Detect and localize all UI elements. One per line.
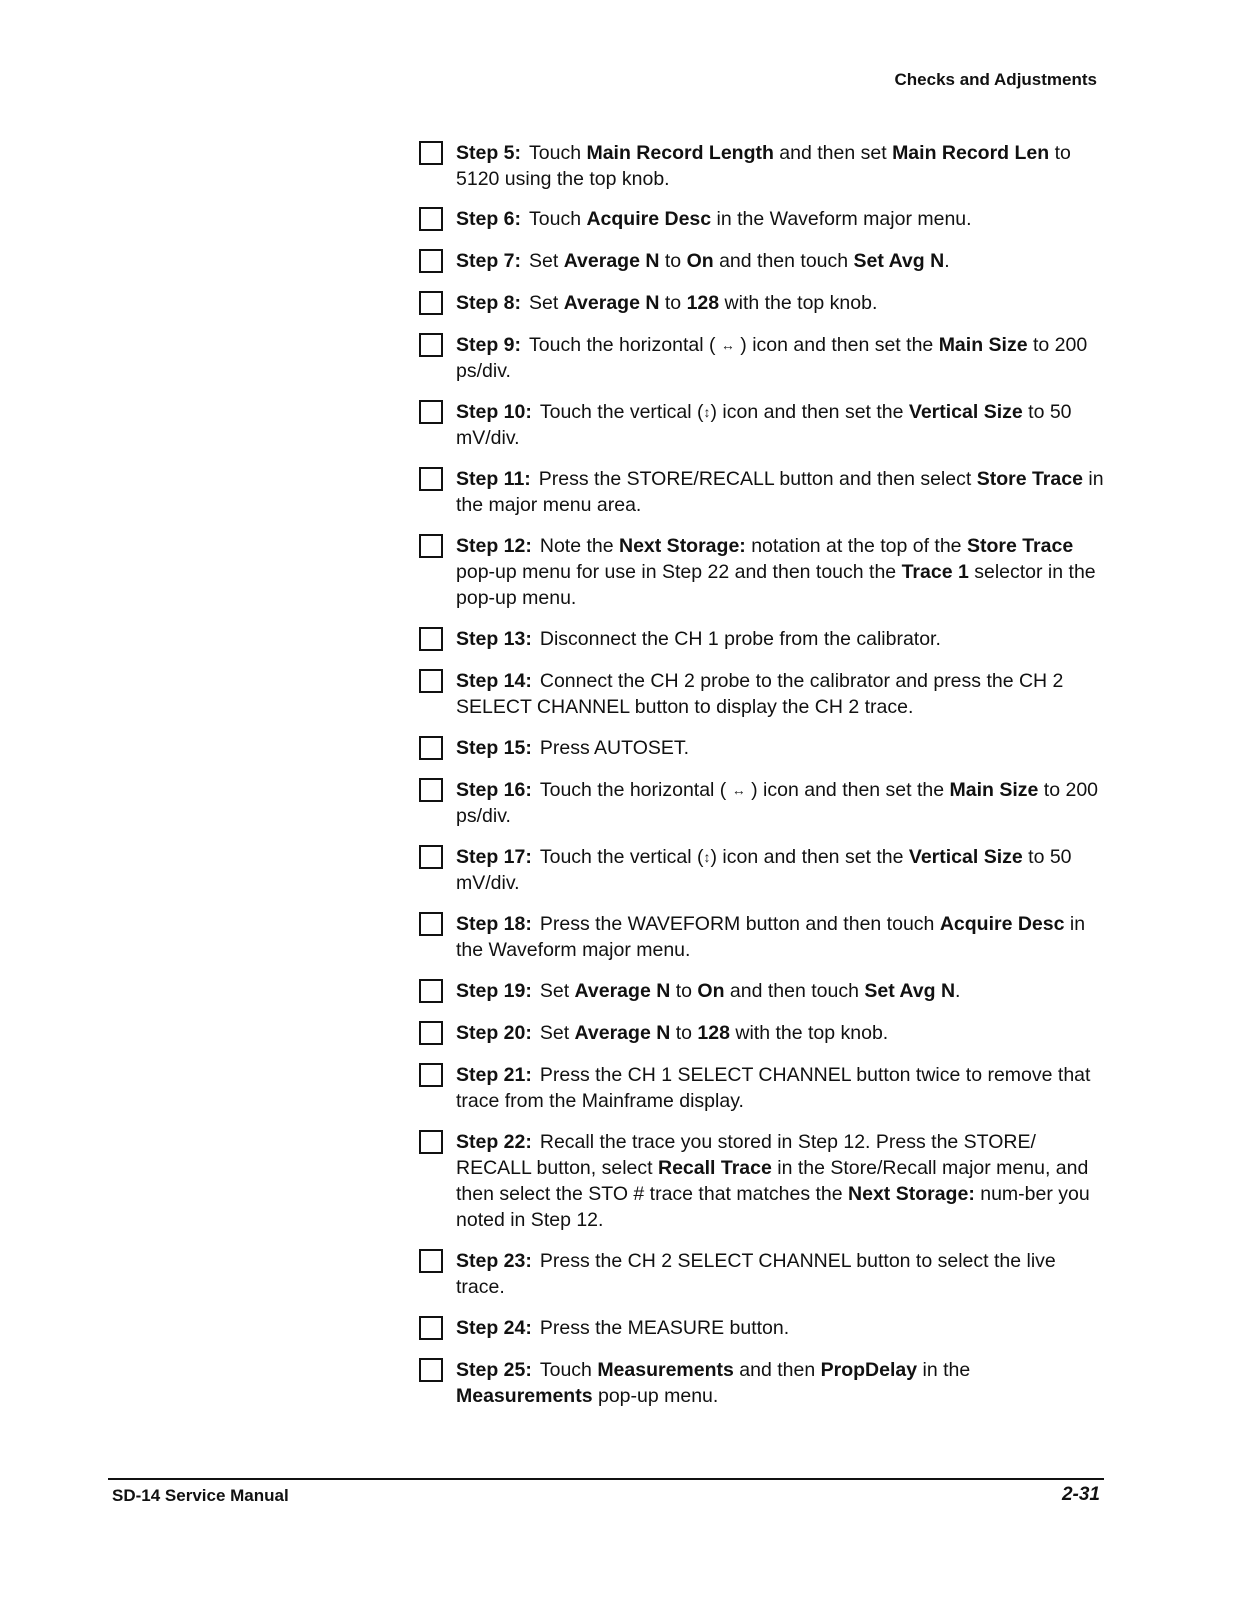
step-term: Main Size — [938, 334, 1028, 356]
step-text: Press the WAVEFORM button and then touch — [539, 913, 940, 935]
step-item-step-21 — [418, 1062, 1108, 1114]
step-term: Average N — [574, 1022, 671, 1044]
step-text: in the Store/Recall major menu, and then select the STO # trace that matches the — [456, 1157, 1089, 1205]
step-item-step-11 — [418, 466, 1108, 518]
step-label: Step 15: — [456, 737, 532, 759]
step-text: Set — [539, 1022, 575, 1044]
step-label: Step 18: — [456, 913, 532, 935]
step-term: Set Avg N — [853, 250, 945, 272]
step-label: Step 11: — [456, 468, 531, 490]
step-checkbox[interactable] — [419, 141, 443, 165]
step-text: in the Waveform major menu. — [456, 913, 1086, 961]
step-label: Step 7: — [456, 250, 522, 272]
step-item-step-22 — [418, 1129, 1108, 1233]
step-term: Acquire Desc — [939, 913, 1065, 935]
step-checkbox[interactable] — [419, 400, 443, 424]
step-item-step-17 — [418, 844, 1108, 896]
step-label: Step 22: — [456, 1131, 532, 1153]
step-text: Connect the CH 2 probe to the calibrator and press the CH 2 SELECT CHANNEL button to display the CH 2 trace. — [456, 670, 1064, 718]
step-term: Main Record Length — [586, 142, 774, 164]
step-term: PropDelay — [820, 1359, 918, 1381]
step-text: Note the — [539, 535, 619, 557]
step-term: Average N — [563, 250, 660, 272]
step-text: and then — [733, 1359, 821, 1381]
step-text: ) icon and then set the — [710, 846, 909, 868]
step-term: 128 — [686, 292, 720, 314]
vertical-arrow-icon: ↕ — [703, 849, 711, 865]
step-text: with the top knob. — [729, 1022, 889, 1044]
step-term: Average N — [563, 292, 660, 314]
step-label: Step 23: — [456, 1250, 532, 1272]
step-text: notation at the top of the — [745, 535, 967, 557]
step-text: Press AUTOSET. — [539, 737, 690, 759]
step-text: in the — [917, 1359, 971, 1381]
step-checkbox[interactable] — [419, 912, 443, 936]
step-term: Next Storage: — [848, 1183, 975, 1205]
step-text: pop-up menu for use in Step 22 and then touch the — [456, 561, 902, 583]
step-text: ) icon and then set the — [710, 401, 909, 423]
step-label: Step 5: — [456, 142, 522, 164]
step-text: Touch — [539, 1359, 598, 1381]
step-item-step-19 — [418, 978, 1108, 1004]
step-item-step-14 — [418, 668, 1108, 720]
step-label: Step 8: — [456, 292, 522, 314]
step-term: Next Storage: — [619, 535, 746, 557]
step-label: Step 20: — [456, 1022, 532, 1044]
step-text: to 50 mV/div. — [456, 846, 1072, 894]
step-item-step-15 — [418, 735, 1108, 761]
step-term: Average N — [574, 980, 671, 1002]
step-term: Measurements — [456, 1385, 593, 1407]
step-text: to — [659, 292, 687, 314]
step-item-step-23 — [418, 1248, 1108, 1300]
step-text: . — [955, 980, 961, 1002]
horizontal-arrow-icon: ↔ — [731, 782, 746, 798]
step-label: Step 6: — [456, 208, 522, 230]
step-text: and then touch — [713, 250, 854, 272]
step-item-step-25 — [418, 1357, 1108, 1409]
step-text: to — [670, 1022, 698, 1044]
step-item-step-8 — [418, 290, 1108, 316]
step-term: Vertical Size — [908, 846, 1023, 868]
step-term: Store Trace — [976, 468, 1083, 490]
step-checkbox[interactable] — [419, 1021, 443, 1045]
step-text: Touch — [529, 208, 587, 230]
step-term: Main Size — [949, 779, 1039, 801]
step-text: Recall the trace you stored in Step 12. Press the STORE/ RECALL button, select — [456, 1131, 1036, 1179]
step-item-step-10 — [418, 399, 1108, 451]
footer-manual-title: SD-14 Service Manual — [112, 1486, 289, 1505]
step-item-step-5 — [418, 140, 1108, 192]
step-label: Step 12: — [456, 535, 532, 557]
step-checkbox[interactable] — [419, 1130, 443, 1154]
step-text: to — [659, 250, 687, 272]
step-text: . — [944, 250, 950, 272]
step-item-step-20 — [418, 1020, 1108, 1046]
step-checkbox[interactable] — [419, 778, 443, 802]
footer-rule — [108, 1478, 1104, 1480]
step-text: selector in the pop-up menu. — [456, 561, 1096, 609]
step-text: Press the STORE/RECALL button and then select — [538, 468, 977, 490]
step-term: Main Record Len — [892, 142, 1050, 164]
step-label: Step 9: — [456, 334, 522, 356]
step-item-step-12 — [418, 533, 1108, 611]
step-label: Step 21: — [456, 1064, 532, 1086]
step-checkbox[interactable] — [419, 1358, 443, 1382]
step-term: Measurements — [597, 1359, 734, 1381]
vertical-arrow-icon: ↕ — [703, 404, 711, 420]
step-checkbox[interactable] — [419, 291, 443, 315]
step-text: Press the CH 2 SELECT CHANNEL button to select the live trace. — [456, 1250, 1056, 1298]
step-item-step-18 — [418, 911, 1108, 963]
step-checkbox[interactable] — [419, 1063, 443, 1087]
step-term: Set Avg N — [864, 980, 956, 1002]
step-label: Step 17: — [456, 846, 532, 868]
step-item-step-9 — [418, 332, 1108, 384]
step-label: Step 19: — [456, 980, 532, 1002]
step-checkbox[interactable] — [419, 669, 443, 693]
step-term: On — [686, 250, 714, 272]
step-text: Press the CH 1 SELECT CHANNEL button twice to remove that trace from the Mainframe display. — [456, 1064, 1091, 1112]
step-item-step-13 — [418, 626, 1108, 652]
step-text: Touch — [529, 142, 587, 164]
step-text: Set — [529, 292, 564, 314]
step-label: Step 13: — [456, 628, 532, 650]
step-text: to — [670, 980, 698, 1002]
step-text: Touch the horizontal ( — [539, 779, 732, 801]
step-text: Touch the vertical ( — [539, 846, 704, 868]
step-text: and then set — [773, 142, 893, 164]
step-text: ) icon and then set the — [734, 334, 939, 356]
step-text: to 200 ps/div. — [456, 334, 1088, 382]
step-text: in the Waveform major menu. — [711, 208, 972, 230]
step-label: Step 10: — [456, 401, 532, 423]
step-term: Acquire Desc — [586, 208, 712, 230]
step-label: Step 14: — [456, 670, 532, 692]
step-text: Touch the horizontal ( — [529, 334, 721, 356]
section-header: Checks and Adjustments — [894, 70, 1097, 89]
step-text: Set — [529, 250, 564, 272]
step-text: Set — [539, 980, 575, 1002]
step-text: to 5120 using the top knob. — [456, 142, 1071, 190]
step-text: ) icon and then set the — [745, 779, 950, 801]
step-text: in the major menu area. — [456, 468, 1104, 516]
step-text: Press the MEASURE button. — [539, 1317, 790, 1339]
step-text: with the top knob. — [719, 292, 878, 314]
step-text: Disconnect the CH 1 probe from the calibrator. — [539, 628, 941, 650]
step-text: to 200 ps/div. — [456, 779, 1099, 827]
step-checkbox[interactable] — [419, 467, 443, 491]
step-label: Step 25: — [456, 1359, 532, 1381]
procedure-steps — [418, 140, 1108, 1409]
step-checkbox[interactable] — [419, 979, 443, 1003]
step-item-step-16 — [418, 777, 1108, 829]
step-checkbox[interactable] — [419, 333, 443, 357]
step-text: to 50 mV/div. — [456, 401, 1072, 449]
step-item-step-24 — [418, 1315, 1108, 1341]
step-label: Step 16: — [456, 779, 532, 801]
step-text: and then touch — [724, 980, 865, 1002]
step-term: Trace 1 — [901, 561, 969, 583]
step-term: On — [697, 980, 725, 1002]
step-checkbox[interactable] — [419, 207, 443, 231]
step-checkbox[interactable] — [419, 249, 443, 273]
step-item-step-7 — [418, 248, 1108, 274]
step-checkbox[interactable] — [419, 627, 443, 651]
step-term: Store Trace — [966, 535, 1074, 557]
step-term: 128 — [697, 1022, 730, 1044]
step-text: pop-up menu. — [592, 1385, 719, 1407]
step-item-step-6 — [418, 206, 1108, 232]
step-label: Step 24: — [456, 1317, 532, 1339]
horizontal-arrow-icon: ↔ — [720, 337, 735, 353]
step-checkbox[interactable] — [419, 534, 443, 558]
footer-page-number: 2-31 — [1061, 1484, 1100, 1505]
step-term: Vertical Size — [908, 401, 1023, 423]
step-checkbox[interactable] — [419, 1316, 443, 1340]
step-checkbox[interactable] — [419, 736, 443, 760]
step-checkbox[interactable] — [419, 845, 443, 869]
step-text: num-ber you noted in Step 12. — [456, 1183, 1090, 1231]
step-term: Recall Trace — [657, 1157, 772, 1179]
step-checkbox[interactable] — [419, 1249, 443, 1273]
step-text: Touch the vertical ( — [539, 401, 704, 423]
